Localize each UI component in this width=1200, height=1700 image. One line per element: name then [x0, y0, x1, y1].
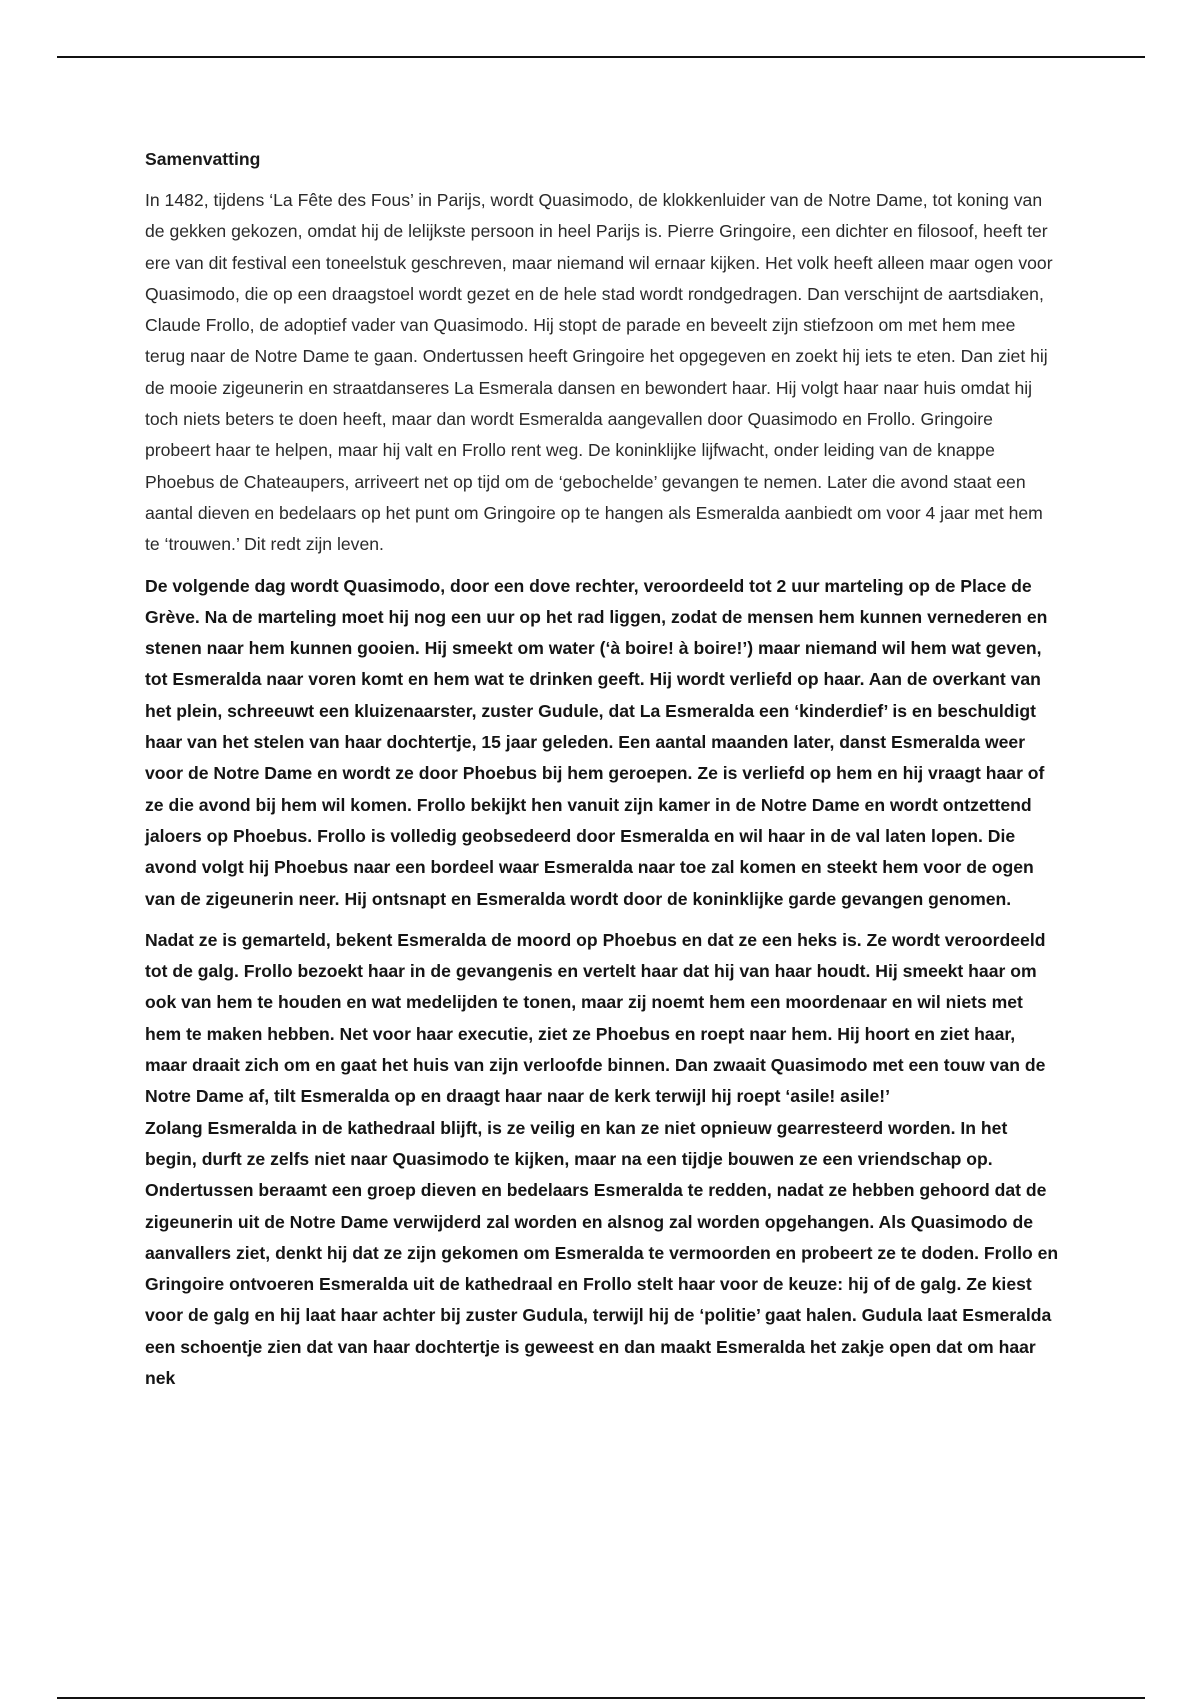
paragraph-4: Zolang Esmeralda in de kathedraal blijft, is ze veilig en kan ze niet opnieuw gearresteerd worden. In het begin, durft ze zelfs niet naar Quasimodo te kijken, maar na een tijdje bouwen ze een vriendschap op. Ondertussen beraamt een groep dieven en bedelaars Esmeralda te redden, nadat ze hebben gehoord dat de zigeunerin uit de Notre Dame verwijderd zal worden en alsnog zal worden opgehangen. Als Quasimodo de aanvallers ziet, denkt hij dat ze zijn gekomen om Esmeralda te vermoorden en probeert ze te doden. Frollo en Gringoire ontvoeren Esmeralda uit de kathedraal en Frollo stelt haar voor de keuze: hij of de galg. Ze kiest voor de galg en hij laat haar achter bij zuster Gudula, terwijl hij de ‘politie’ gaat halen. Gudula laat Esmeralda een schoentje zien dat van haar dochtertje is geweest en dan maakt Esmeralda het zakje open dat om haar nek [145, 1117, 1059, 1388]
header-rule [57, 56, 1145, 58]
paragraph-3: Nadat ze is gemarteld, bekent Esmeralda de moord op Phoebus en dat ze een heks is. Ze wordt veroordeeld tot de galg. Frollo bezoekt haar in de gevangenis en vertelt haar dat hij van haar houdt. Hij smeekt haar om ook van hem te houden en wat medelijden te tonen, maar zij noemt hem een moordenaar en wil niets met hem te maken hebben. Net voor haar executie, ziet ze Phoebus en roept naar hem. Hij hoort en ziet haar, maar draait zich om en gaat het huis van zijn verloofde binnen. Dan zwaait Quasimodo met een touw van de Notre Dame af, tilt Esmeralda op en draagt haar naar de kerk terwijl hij roept ‘asile! asile!’ [145, 929, 1046, 1107]
footer-rule [57, 1697, 1145, 1699]
paragraph-2: De volgende dag wordt Quasimodo, door een dove rechter, veroordeeld tot 2 uur marteling op de Place de Grève. Na de marteling moet hij nog een uur op het rad liggen, zodat de mensen hem kunnen vernederen en stenen naar hem kunnen gooien. Hij smeekt om water (‘à boire! à boire!’) maar niemand wil hem wat geven, tot Esmeralda naar voren komt en hem wat te drinken geeft. Hij wordt verliefd op haar. Aan de overkant van het plein, schreeuwt een kluizenaarster, zuster Gudule, dat La Esmeralda een ‘kinderdief’ is en beschuldigt haar van het stelen van haar dochtertje, 15 jaar geleden. Een aantal maanden later, danst Esmeralda weer voor de Notre Dame en wordt ze door Phoebus bij hem geroepen. Ze is verliefd op hem en hij vraagt haar of ze die avond bij hem wil komen. Frollo bekijkt hen vanuit zijn kamer in de Notre Dame en wordt ontzettend jaloers op Phoebus. Frollo is volledig geobsedeerd door Esmeralda en wil haar in de val laten lopen. Die avond volgt hij Phoebus naar een bordeel waar Esmeralda naar toe zal komen en steekt hem voor de ogen van de zigeunerin neer. Hij ontsnapt en Esmeralda wordt door de koninklijke garde gevangen genomen. [145, 575, 1048, 909]
paragraph-1: In 1482, tijdens ‘La Fête des Fous’ in Parijs, wordt Quasimodo, de klokkenluider van de Notre Dame, tot koning van de gekken gekozen, omdat hij de lelijkste persoon in heel Parijs is. Pierre Gringoire, een dichter en filosoof, heeft ter ere van dit festival een toneelstuk geschreven, maar niemand wil ernaar kijken. Het volk heeft alleen maar ogen voor Quasimodo, die op een draagstoel wordt gezet en de hele stad wordt rondgedragen. Dan verschijnt de aartsdiaken, Claude Frollo, de adoptief vader van Quasimodo. Hij stopt de parade en beveelt zijn stiefzoon om met hem mee terug naar de Notre Dame te gaan. Ondertussen heeft Gringoire het opgegeven en zoekt hij iets te eten. Dan ziet hij de mooie zigeunerin en straatdanseres La Esmerala dansen en bewondert haar. Hij volgt haar naar huis omdat hij toch niets beters te doen heeft, maar dan wordt Esmeralda aangevallen door Quasimodo en Frollo. Gringoire probeert haar te helpen, maar hij valt en Frollo rent weg. De koninklijke lijfwacht, onder leiding van de knappe Phoebus de Chateaupers, arriveert net op tijd om de ‘gebochelde’ gevangen te nemen. Later die avond staat een aantal dieven en bedelaars op het punt om Gringoire op te hangen als Esmeralda aanbiedt om voor 4 jaar met hem te ‘trouwen.’ Dit redt zijn leven. [145, 190, 1053, 555]
section-heading: Samenvatting [145, 149, 261, 169]
document-body [145, 144, 1060, 1404]
